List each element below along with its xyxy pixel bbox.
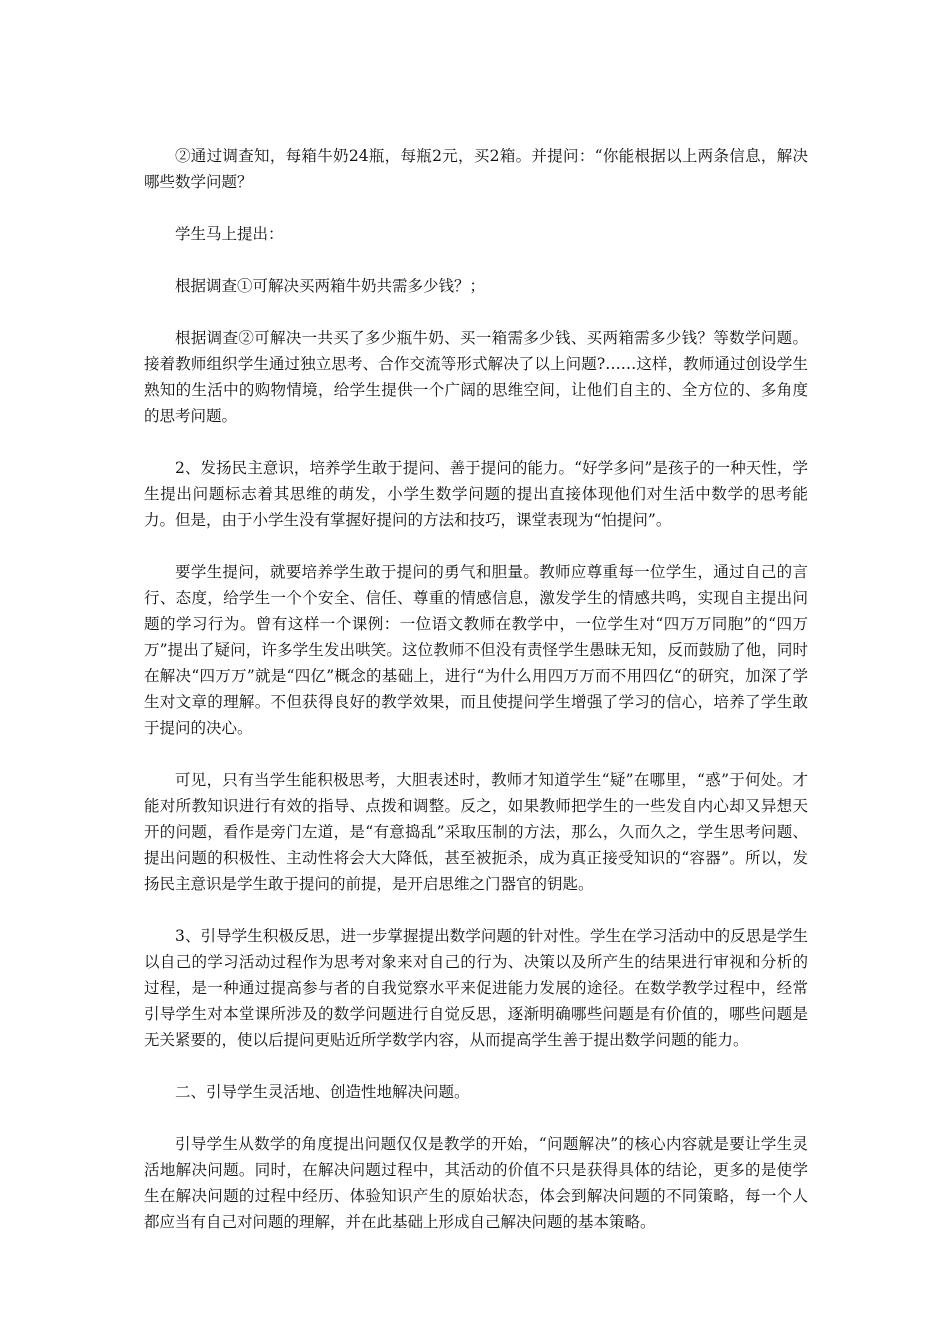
section-heading-two: 二、引导学生灵活地、创造性地解决问题。 xyxy=(175,1083,470,1101)
paragraph-students-propose: 学生马上提出： xyxy=(175,225,284,243)
document-body xyxy=(144,143,808,1261)
paragraph-problem-solving: 引导学生从数学的角度提出问题仅仅是教学的开始，“问题解决”的核心内容就是要让学生灵活地解决问题。同时，在解决问题过程中，其活动的价值不只是获得具体的结论，更多的是使学生在解决问题的过程中经历、体验知识产生的原始状态，体会到解决问题的不同策略，每一个人都应当有自己对问题的理解，并在此基础上形成自己解决问题的基本策略。 xyxy=(144,1135,808,1231)
paragraph-survey-two: ②通过调查知，每箱牛奶24瓶，每瓶2元，买2箱。并提问：“你能根据以上两条信息，解决哪些数学问题？ xyxy=(144,147,808,191)
paragraph-survey-one-solve: 根据调查①可解决买两箱牛奶共需多少钱？； xyxy=(175,277,486,295)
paragraph-democracy: 可见，只有当学生能积极思考，大胆表述时，教师才知道学生“疑”在哪里，“惑”于何处。才能对所教知识进行有效的指导、点拨和调整。反之，如果教师把学生的一些发自内心却又异想天开的问题，看作是旁门左道，是“有意捣乱”采取压制的方法，那么，久而久之，学生思考问题、提出问题的积极性、主动性将会大大降低，甚至被扼杀，成为真正接受知识的“容器”。所以，发扬民主意识是学生敢于提问的前提，是开启思维之门器官的钥匙。 xyxy=(144,771,808,893)
paragraph-section-2: 2、发扬民主意识，培养学生敢于提问、善于提问的能力。“好学多问”是孩子的一种天性，学生提出问题标志着其思维的萌发，小学生数学问题的提出直接体现他们对生活中数学的思考能力。但是，由于小学生没有掌握好提问的方法和技巧，课堂表现为“怕提问”。 xyxy=(144,459,808,529)
paragraph-survey-two-solve: 根据调查②可解决一共买了多少瓶牛奶、买一箱需多少钱、买两箱需多少钱？等数学问题。接着教师组织学生通过独立思考、合作交流等形式解决了以上问题?……这样，教师通过创设学生熟知的生活中的购物情境，给学生提供一个广阔的思维空间，让他们自主的、全方位的、多角度的思考问题。 xyxy=(144,329,808,425)
paragraph-section-3: 3、引导学生积极反思，进一步掌握提出数学问题的针对性。学生在学习活动中的反思是学生以自己的学习活动过程作为思考对象来对自己的行为、决策以及所产生的结果进行审视和分析的过程，是一种通过提高参与者的自我觉察水平来促进能力发展的途径。在数学教学过程中，经常引导学生对本堂课所涉及的数学问题进行自觉反思，逐渐明确哪些问题是有价值的，哪些问题是无关紧要的，使以后提问更贴近所学数学内容，从而提高学生善于提出数学问题的能力。 xyxy=(144,927,808,1049)
paragraph-encourage-questions: 要学生提问，就要培养学生敢于提问的勇气和胆量。教师应尊重每一位学生，通过自己的言行、态度，给学生一个个安全、信任、尊重的情感信息，激发学生的情感共鸣，实现自主提出问题的学习行为。曾有这样一个课例：一位语文教师在教学中，一位学生对“四万万同胞”的“四万万”提出了疑问，许多学生发出哄笑。这位教师不但没有责怪学生愚昧无知，反而鼓励了他，同时在解决“四万万”就是“四亿”概念的基础上，进行“为什么用四万万而不用四亿“的研究，加深了学生对文章的理解。不但获得良好的教学效果，而且使提问学生增强了学习的信心，培养了学生敢于提问的决心。 xyxy=(144,563,808,737)
